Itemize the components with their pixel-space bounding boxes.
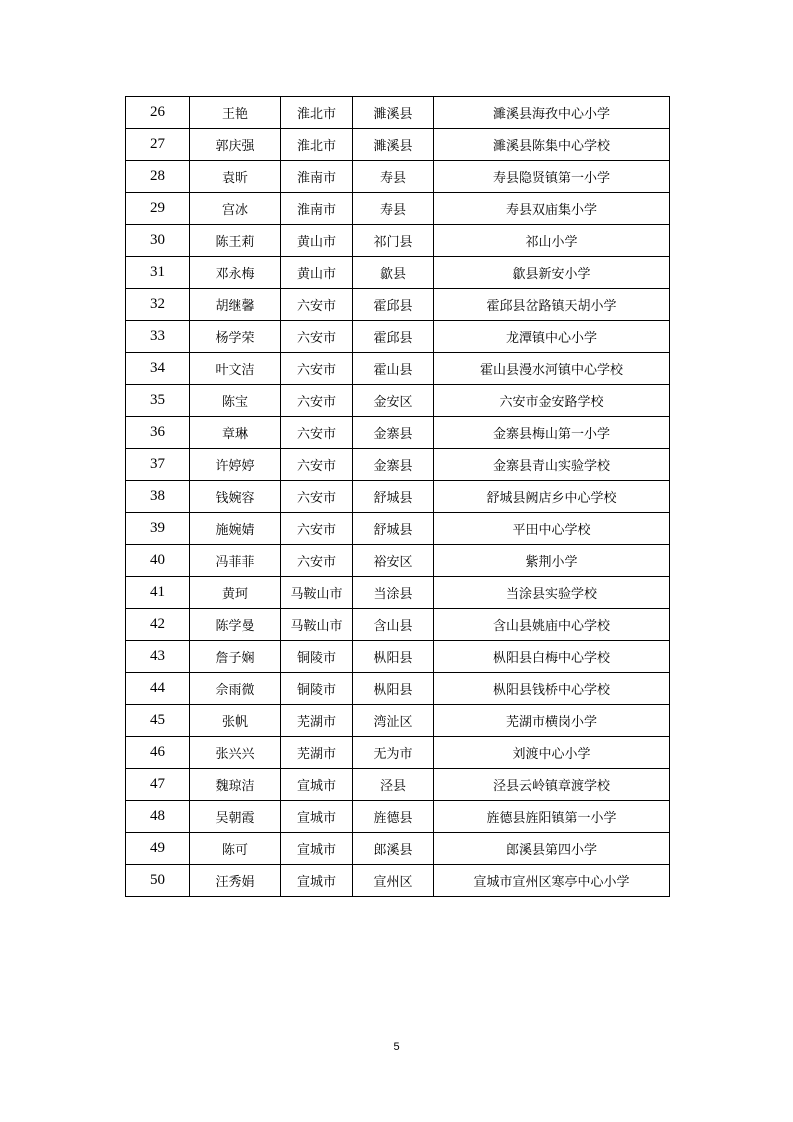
row-number-cell: 41: [126, 577, 190, 609]
school-cell: 刘渡中心小学: [434, 737, 670, 769]
row-number-cell: 37: [126, 449, 190, 481]
name-cell: 施婉婧: [190, 513, 281, 545]
row-number-cell: 45: [126, 705, 190, 737]
name-cell: 陈王莉: [190, 225, 281, 257]
school-cell: 金寨县青山实验学校: [434, 449, 670, 481]
school-cell: 平田中心学校: [434, 513, 670, 545]
name-cell: 胡继馨: [190, 289, 281, 321]
school-cell: 当涂县实验学校: [434, 577, 670, 609]
county-cell: 濉溪县: [353, 129, 434, 161]
table-row: [126, 385, 670, 417]
school-cell: 泾县云岭镇章渡学校: [434, 769, 670, 801]
city-cell: 淮北市: [281, 97, 353, 129]
county-cell: 霍邱县: [353, 289, 434, 321]
table-row: [126, 321, 670, 353]
table-row: [126, 193, 670, 225]
page-number: 5: [393, 1041, 400, 1053]
row-number-cell: 48: [126, 801, 190, 833]
table-row: [126, 481, 670, 513]
table-row: [126, 161, 670, 193]
table-row: [126, 353, 670, 385]
school-cell: 宣城市宣州区寒亭中心小学: [434, 865, 670, 897]
row-number-cell: 26: [126, 97, 190, 129]
name-cell: 邓永梅: [190, 257, 281, 289]
school-cell: 旌德县旌阳镇第一小学: [434, 801, 670, 833]
county-cell: 寿县: [353, 193, 434, 225]
row-number-cell: 49: [126, 833, 190, 865]
county-cell: 含山县: [353, 609, 434, 641]
name-cell: 郭庆强: [190, 129, 281, 161]
school-cell: 芜湖市横岗小学: [434, 705, 670, 737]
city-cell: 六安市: [281, 513, 353, 545]
county-cell: 泾县: [353, 769, 434, 801]
school-cell: 六安市金安路学校: [434, 385, 670, 417]
city-cell: 黄山市: [281, 225, 353, 257]
row-number-cell: 44: [126, 673, 190, 705]
name-cell: 汪秀娟: [190, 865, 281, 897]
table-row: [126, 641, 670, 673]
name-cell: 袁昕: [190, 161, 281, 193]
table-row: [126, 865, 670, 897]
row-number-cell: 35: [126, 385, 190, 417]
name-cell: 许婷婷: [190, 449, 281, 481]
city-cell: 黄山市: [281, 257, 353, 289]
city-cell: 六安市: [281, 417, 353, 449]
table-row: [126, 257, 670, 289]
row-number-cell: 34: [126, 353, 190, 385]
city-cell: 六安市: [281, 545, 353, 577]
name-cell: 冯菲菲: [190, 545, 281, 577]
row-number-cell: 30: [126, 225, 190, 257]
name-cell: 叶文洁: [190, 353, 281, 385]
table-row: [126, 97, 670, 129]
teacher-list-table: [125, 96, 670, 897]
city-cell: 宣城市: [281, 833, 353, 865]
school-cell: 霍邱县岔路镇天胡小学: [434, 289, 670, 321]
name-cell: 宫冰: [190, 193, 281, 225]
school-cell: 紫荆小学: [434, 545, 670, 577]
city-cell: 六安市: [281, 449, 353, 481]
name-cell: 钱婉容: [190, 481, 281, 513]
school-cell: 濉溪县海孜中心小学: [434, 97, 670, 129]
row-number-cell: 36: [126, 417, 190, 449]
school-cell: 霍山县漫水河镇中心学校: [434, 353, 670, 385]
school-cell: 郎溪县第四小学: [434, 833, 670, 865]
table-row: [126, 225, 670, 257]
county-cell: 歙县: [353, 257, 434, 289]
table-row: [126, 705, 670, 737]
name-cell: 王艳: [190, 97, 281, 129]
table-row: [126, 129, 670, 161]
city-cell: 铜陵市: [281, 673, 353, 705]
name-cell: 陈宝: [190, 385, 281, 417]
school-cell: 濉溪县陈集中心学校: [434, 129, 670, 161]
table-row: [126, 577, 670, 609]
row-number-cell: 33: [126, 321, 190, 353]
name-cell: 陈学曼: [190, 609, 281, 641]
city-cell: 六安市: [281, 385, 353, 417]
row-number-cell: 50: [126, 865, 190, 897]
city-cell: 六安市: [281, 321, 353, 353]
name-cell: 杨学荣: [190, 321, 281, 353]
city-cell: 淮北市: [281, 129, 353, 161]
county-cell: 祁门县: [353, 225, 434, 257]
table-row: [126, 417, 670, 449]
name-cell: 黄珂: [190, 577, 281, 609]
row-number-cell: 42: [126, 609, 190, 641]
county-cell: 霍山县: [353, 353, 434, 385]
city-cell: 淮南市: [281, 193, 353, 225]
city-cell: 淮南市: [281, 161, 353, 193]
school-cell: 龙潭镇中心小学: [434, 321, 670, 353]
county-cell: 当涂县: [353, 577, 434, 609]
name-cell: 张帆: [190, 705, 281, 737]
table-body: [126, 97, 670, 897]
county-cell: 濉溪县: [353, 97, 434, 129]
school-cell: 枞阳县白梅中心学校: [434, 641, 670, 673]
county-cell: 裕安区: [353, 545, 434, 577]
name-cell: 佘雨微: [190, 673, 281, 705]
row-number-cell: 43: [126, 641, 190, 673]
county-cell: 金安区: [353, 385, 434, 417]
table-row: [126, 545, 670, 577]
city-cell: 六安市: [281, 353, 353, 385]
name-cell: 张兴兴: [190, 737, 281, 769]
name-cell: 魏琼洁: [190, 769, 281, 801]
city-cell: 六安市: [281, 481, 353, 513]
name-cell: 陈可: [190, 833, 281, 865]
city-cell: 宣城市: [281, 865, 353, 897]
row-number-cell: 46: [126, 737, 190, 769]
table-row: [126, 513, 670, 545]
school-cell: 寿县双庙集小学: [434, 193, 670, 225]
row-number-cell: 28: [126, 161, 190, 193]
row-number-cell: 47: [126, 769, 190, 801]
row-number-cell: 31: [126, 257, 190, 289]
city-cell: 宣城市: [281, 801, 353, 833]
city-cell: 宣城市: [281, 769, 353, 801]
name-cell: 詹子娴: [190, 641, 281, 673]
city-cell: 马鞍山市: [281, 609, 353, 641]
row-number-cell: 32: [126, 289, 190, 321]
county-cell: 金寨县: [353, 417, 434, 449]
county-cell: 枞阳县: [353, 641, 434, 673]
school-cell: 歙县新安小学: [434, 257, 670, 289]
county-cell: 旌德县: [353, 801, 434, 833]
table-row: [126, 801, 670, 833]
school-cell: 枞阳县钱桥中心学校: [434, 673, 670, 705]
table-row: [126, 673, 670, 705]
city-cell: 六安市: [281, 289, 353, 321]
row-number-cell: 27: [126, 129, 190, 161]
school-cell: 含山县姚庙中心学校: [434, 609, 670, 641]
table-row: [126, 449, 670, 481]
county-cell: 金寨县: [353, 449, 434, 481]
county-cell: 湾沚区: [353, 705, 434, 737]
table-row: [126, 833, 670, 865]
county-cell: 舒城县: [353, 513, 434, 545]
county-cell: 无为市: [353, 737, 434, 769]
county-cell: 霍邱县: [353, 321, 434, 353]
city-cell: 马鞍山市: [281, 577, 353, 609]
row-number-cell: 29: [126, 193, 190, 225]
table-row: [126, 737, 670, 769]
table-row: [126, 769, 670, 801]
city-cell: 铜陵市: [281, 641, 353, 673]
school-cell: 舒城县阙店乡中心学校: [434, 481, 670, 513]
city-cell: 芜湖市: [281, 737, 353, 769]
name-cell: 章琳: [190, 417, 281, 449]
row-number-cell: 39: [126, 513, 190, 545]
row-number-cell: 38: [126, 481, 190, 513]
school-cell: 寿县隐贤镇第一小学: [434, 161, 670, 193]
school-cell: 祁山小学: [434, 225, 670, 257]
county-cell: 舒城县: [353, 481, 434, 513]
county-cell: 郎溪县: [353, 833, 434, 865]
county-cell: 宣州区: [353, 865, 434, 897]
table-row: [126, 609, 670, 641]
school-cell: 金寨县梅山第一小学: [434, 417, 670, 449]
row-number-cell: 40: [126, 545, 190, 577]
name-cell: 吴朝霞: [190, 801, 281, 833]
county-cell: 寿县: [353, 161, 434, 193]
city-cell: 芜湖市: [281, 705, 353, 737]
table-row: [126, 289, 670, 321]
county-cell: 枞阳县: [353, 673, 434, 705]
